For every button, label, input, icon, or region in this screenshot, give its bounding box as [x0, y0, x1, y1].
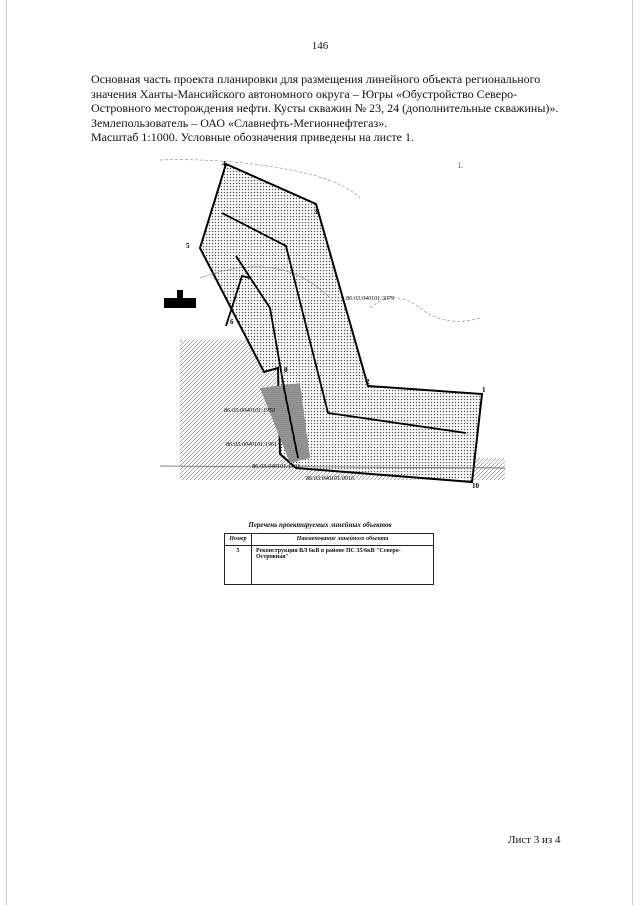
parcel-label: 86:03:040101:3079 [346, 296, 394, 302]
intro-text [91, 72, 561, 145]
intro-line-1: Основная часть проекта планировки для размещения линейного объекта регионального значения Ханты-Мансийского автономного округа – Югры «Обустройство Северо-Островного месторождения нефти. Кусты скважин № 23, 24 (дополнительные скважины)». [91, 72, 559, 116]
table-title: Перечень проектируемых линейных объектов [248, 521, 392, 529]
intro-line-3: Масштаб 1:1000. Условные обозначения приведены на листе 1. [91, 130, 414, 145]
map-svg [160, 158, 505, 490]
planning-map [160, 158, 505, 490]
right-scan-edge [632, 0, 633, 905]
legend-marker [164, 298, 196, 308]
row-name: Реконструкция ВЛ 6кВ в районе ПС 35/6кВ "Северо-Островная" [252, 546, 434, 585]
sheet-label: Лист 3 из 4 [508, 834, 561, 846]
point-label-10: 10 [472, 482, 479, 490]
column-header-number: Номер [225, 534, 252, 546]
parcel-label: 86:03:0040101:1950 [224, 408, 275, 414]
linear-objects-table [224, 533, 434, 585]
legend-marker-tick [177, 290, 183, 298]
table-row [225, 546, 434, 585]
point-label-4: 4 [222, 160, 226, 168]
parcel-label: 86:03:040101:1961 [252, 464, 300, 470]
parcel-label: 86:03:0040101:1961 [226, 442, 277, 448]
left-scan-edge [6, 0, 7, 905]
point-label-8: 8 [284, 366, 288, 374]
parcel-label: 86:03:040101:0016 [306, 476, 354, 482]
column-header-name: Наименование линейного объекта [252, 534, 434, 546]
corner-label: L [458, 161, 463, 170]
point-label-5: 5 [186, 242, 190, 250]
intro-line-2: Землепользователь – ОАО «Славнефть-Мегионнефтегаз». [91, 115, 388, 130]
point-label-2: 2 [366, 378, 370, 386]
point-label-1: 1 [482, 386, 486, 394]
page-number: 146 [311, 40, 329, 52]
point-label-6: 6 [230, 318, 234, 326]
table-header-row [225, 534, 434, 546]
row-number: 5 [225, 546, 252, 585]
point-label-3: 3 [314, 208, 318, 216]
